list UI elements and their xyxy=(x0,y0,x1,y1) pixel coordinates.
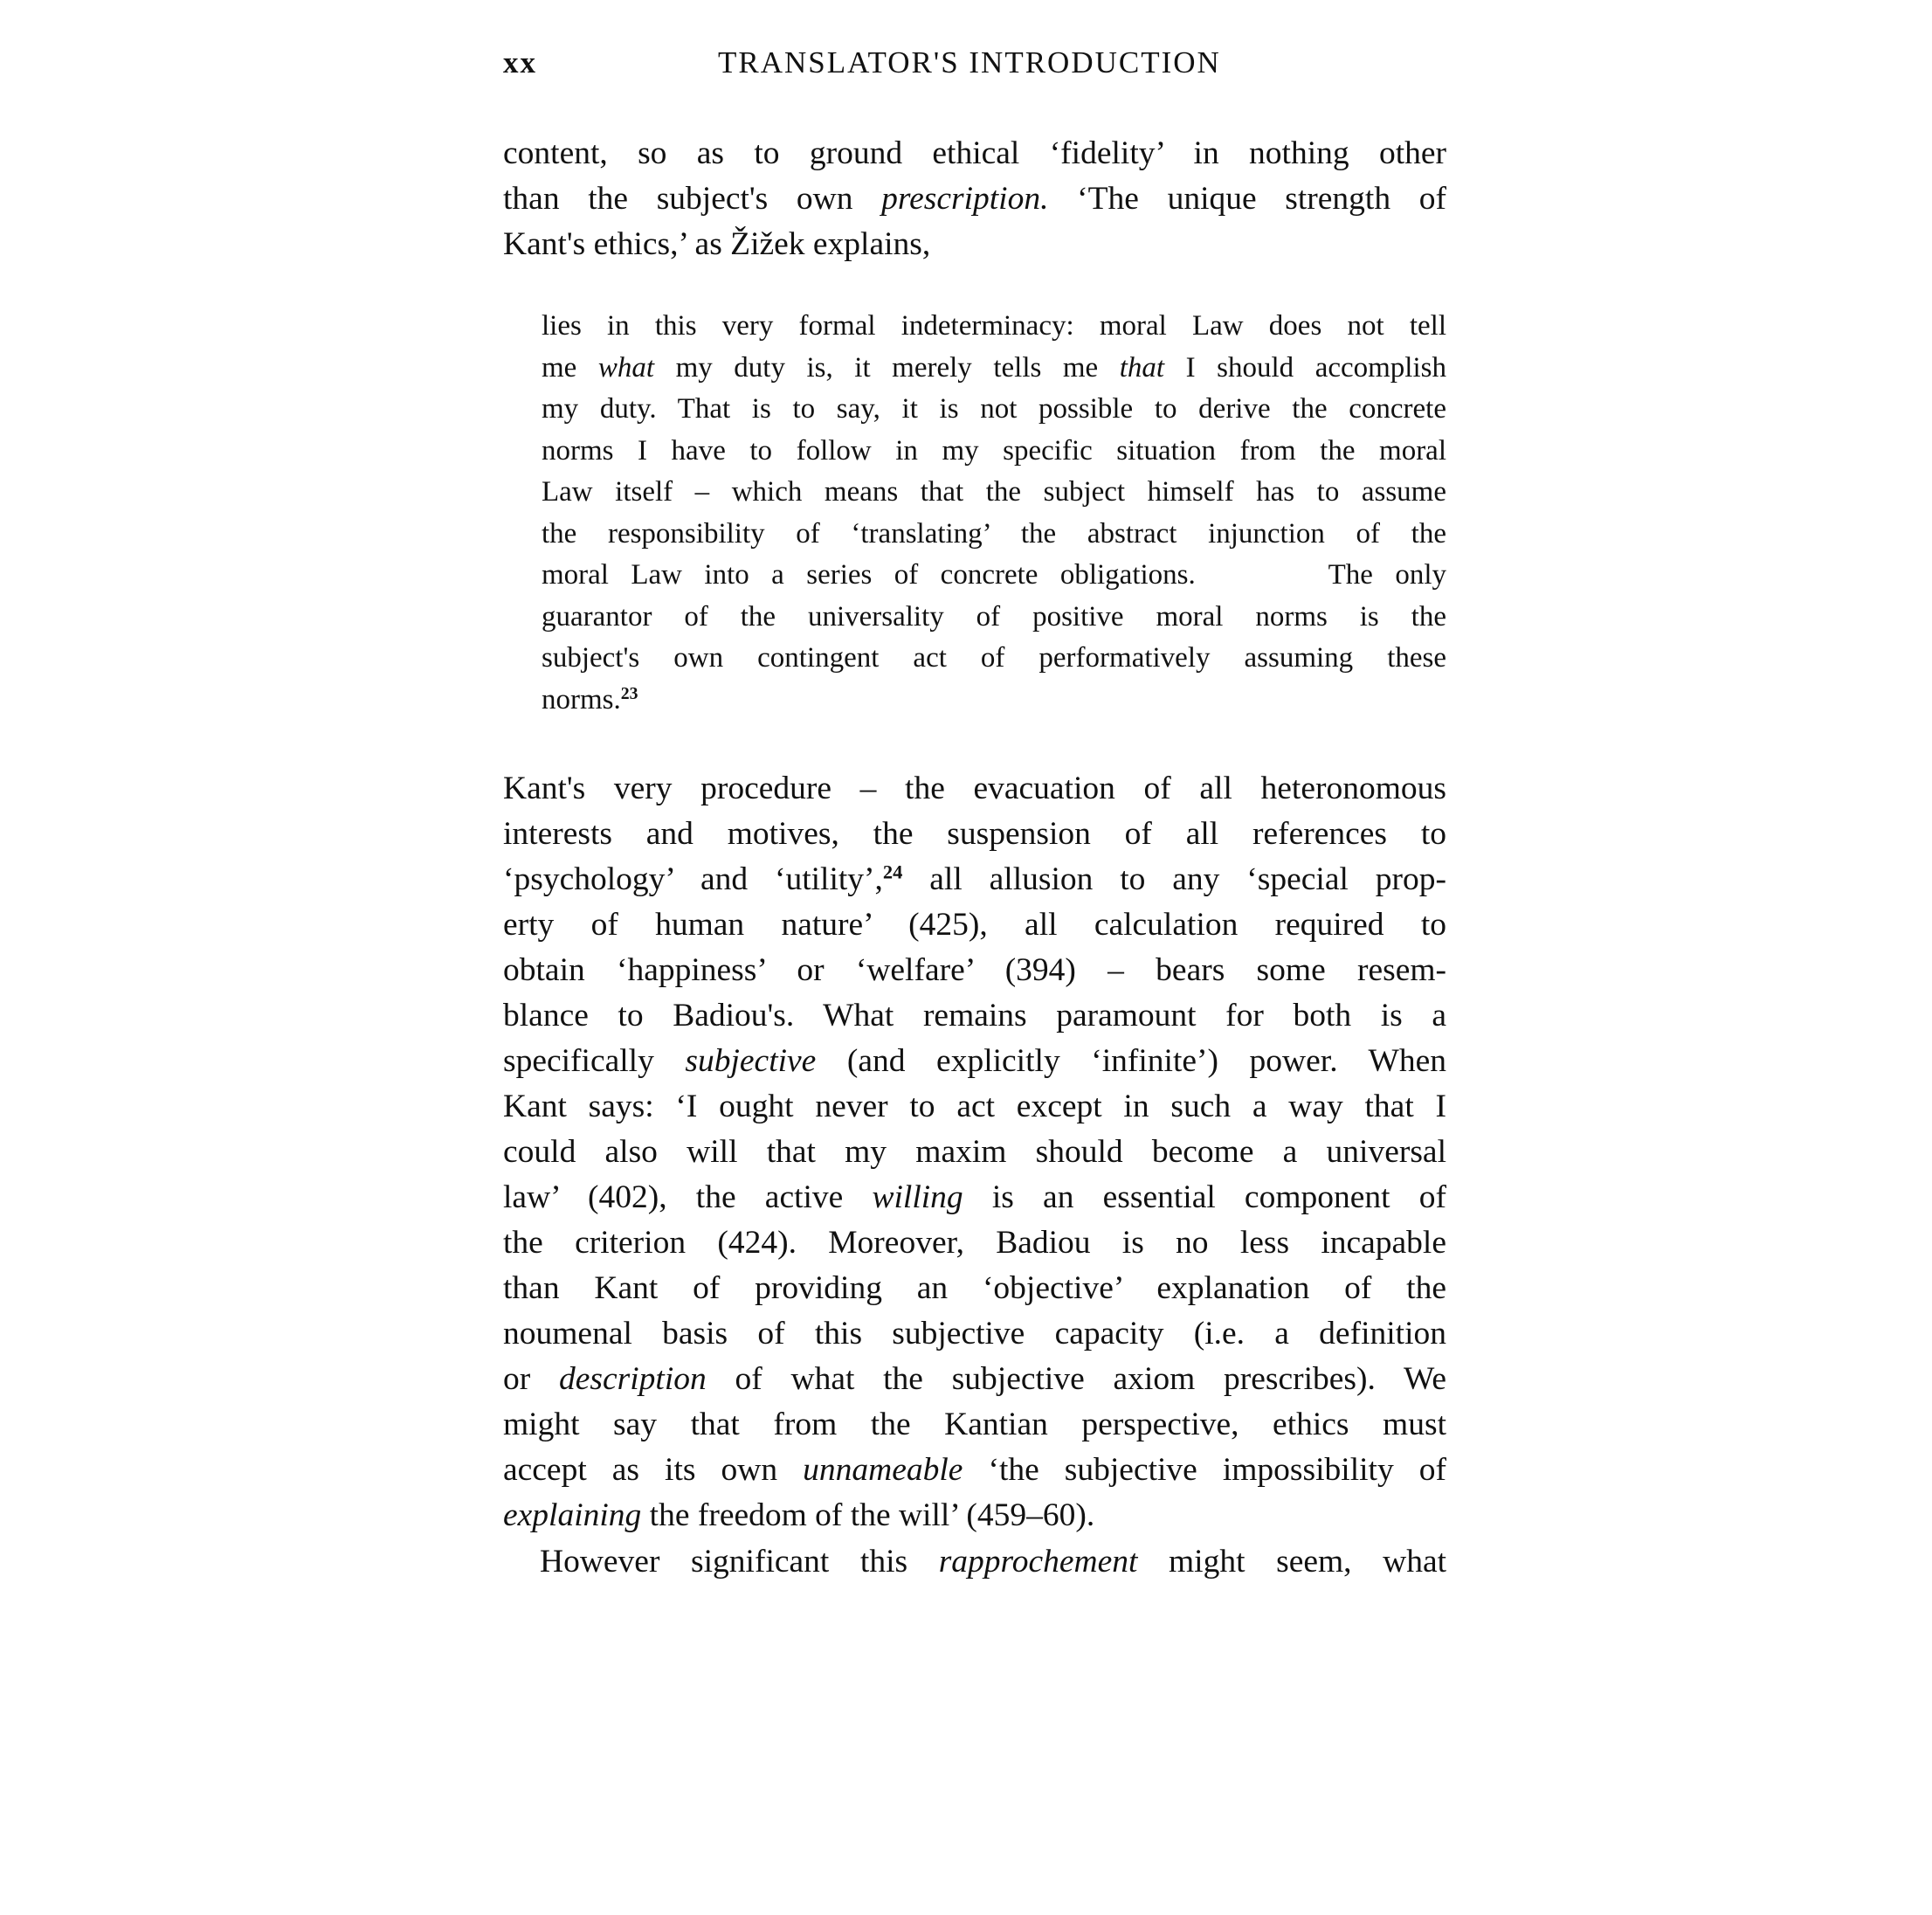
text-line: However significant this rapprochement might seem, what xyxy=(540,1544,1447,1580)
quote-line: the responsibility of ‘translating’ the abstract injunction of the xyxy=(542,517,1446,550)
paragraph-3 xyxy=(503,1539,1446,1585)
quote-line: my duty. That is to say, it is not possible to derive the concrete xyxy=(542,393,1446,425)
text-line: Kant's very procedure – the evacuation of all heteronomous xyxy=(503,771,1446,806)
text-line: law’ (402), the active willing is an essential component of xyxy=(503,1179,1446,1215)
quote-line: guarantor of the universality of positive moral norms is the xyxy=(542,600,1446,633)
page-number: xx xyxy=(503,45,537,80)
quote-line: norms I have to follow in my specific situation from the moral xyxy=(542,434,1446,467)
text-line: content, so as to ground ethical ‘fidelity’ in nothing other xyxy=(503,135,1446,171)
text-line: specifically subjective (and explicitly ‘infinite’) power. When xyxy=(503,1043,1446,1079)
text-line: or description of what the subjective axiom prescribes). We xyxy=(503,1361,1446,1397)
text-line: obtain ‘happiness’ or ‘welfare’ (394) – bears some resem- xyxy=(503,952,1446,988)
running-head-title: TRANSLATOR'S INTRODUCTION xyxy=(718,45,1221,80)
footnote-ref-23[interactable]: 23 xyxy=(620,683,638,703)
text-line: Kant says: ‘I ought never to act except in such a way that I xyxy=(503,1089,1446,1124)
text-line: than Kant of providing an ‘objective’ explanation of the xyxy=(503,1270,1446,1306)
text-line: ‘psychology’ and ‘utility’,$^{24}$ all allusion to any ‘special prop- xyxy=(503,861,1446,897)
text-line: might say that from the Kantian perspective, ethics must xyxy=(503,1407,1446,1442)
text-line: Kant's ethics,’ as Žižek explains, xyxy=(503,226,931,262)
paragraph-1 xyxy=(503,131,1446,267)
quote-line: moral Law into a series of concrete obligations. The only xyxy=(542,559,1446,591)
quote-line: norms.$^{23}$ xyxy=(542,683,638,716)
text-line: explaining the freedom of the will’ (459–60). xyxy=(503,1497,1095,1533)
quote-line: Law itself – which means that the subject himself has to assume xyxy=(542,476,1446,508)
quote-line: lies in this very formal indeterminacy: moral Law does not tell xyxy=(542,310,1446,342)
text-line: could also will that my maxim should become a universal xyxy=(503,1134,1446,1170)
paragraph-2 xyxy=(503,766,1446,1538)
running-head xyxy=(503,45,1446,89)
text-line: blance to Badiou's. What remains paramount for both is a xyxy=(503,998,1446,1034)
footnote-ref-24[interactable]: 24 xyxy=(882,861,903,883)
quote-line: me what my duty is, it merely tells me that I should accomplish xyxy=(542,351,1446,384)
text-line: accept as its own unnameable ‘the subjective impossibility of xyxy=(503,1452,1446,1488)
text-line: noumenal basis of this subjective capacity (i.e. a definition xyxy=(503,1316,1446,1352)
text-line: erty of human nature’ (425), all calculation required to xyxy=(503,907,1446,943)
quote-line: subject's own contingent act of performatively assuming these xyxy=(542,642,1446,674)
text-line: than the subject's own prescription. ‘The unique strength of xyxy=(503,181,1446,217)
text-line: interests and motives, the suspension of all references to xyxy=(503,816,1446,852)
text-line: the criterion (424). Moreover, Badiou is no less incapable xyxy=(503,1225,1446,1261)
block-quote xyxy=(542,306,1446,721)
